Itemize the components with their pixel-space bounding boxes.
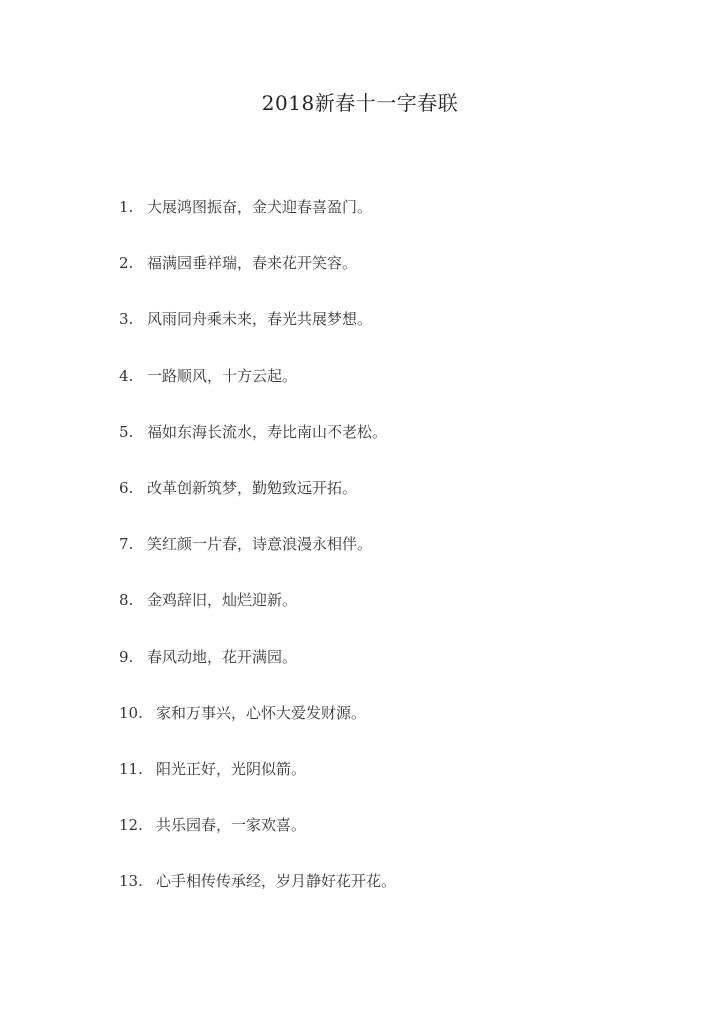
item-text: 大展鸿图振奋，金犬迎春喜盈门。 xyxy=(147,198,373,216)
item-number: 10. xyxy=(119,703,143,722)
item-text: 阳光正好，光阴似箭。 xyxy=(156,759,307,778)
item-text: 共乐园春，一家欢喜。 xyxy=(156,816,307,835)
list-item xyxy=(119,475,679,531)
item-number: 5. xyxy=(119,422,134,441)
item-number: 6. xyxy=(119,478,134,497)
list-item xyxy=(119,250,679,306)
list-item xyxy=(119,868,679,924)
list-item xyxy=(119,531,679,587)
item-text: 家和万事兴，心怀大爱发财源。 xyxy=(156,703,367,722)
item-number: 1. xyxy=(119,198,134,216)
item-number: 7. xyxy=(119,535,134,554)
item-text: 心手相传传承经，岁月静好花开花。 xyxy=(156,872,397,891)
list-item xyxy=(119,363,679,419)
item-number: 4. xyxy=(119,366,134,385)
item-number: 11. xyxy=(119,759,143,778)
list-item xyxy=(119,812,679,868)
item-number: 8. xyxy=(119,591,134,610)
list-item xyxy=(119,419,679,475)
list-item xyxy=(119,700,679,756)
item-text: 春风动地，花开满园。 xyxy=(147,647,298,666)
item-text: 笑红颜一片春，诗意浪漫永相伴。 xyxy=(147,535,373,554)
couplet-list xyxy=(119,194,679,924)
item-text: 改革创新筑梦，勤勉致远开拓。 xyxy=(147,478,358,497)
item-text: 金鸡辞旧，灿烂迎新。 xyxy=(147,591,298,610)
list-item xyxy=(119,756,679,812)
list-item xyxy=(119,587,679,643)
list-item xyxy=(119,306,679,362)
item-text: 福如东海长流水，寿比南山不老松。 xyxy=(147,422,388,441)
item-text: 福满园垂祥瑞，春来花开笑容。 xyxy=(147,254,358,273)
list-item xyxy=(119,644,679,700)
document-title: 2018新春十一字春联 xyxy=(261,91,459,115)
item-text: 一路顺风，十方云起。 xyxy=(147,366,298,385)
item-number: 3. xyxy=(119,310,134,329)
item-text: 风雨同舟乘未来，春光共展梦想。 xyxy=(147,310,373,329)
item-number: 12. xyxy=(119,816,143,835)
list-item xyxy=(119,194,679,250)
item-number: 13. xyxy=(119,872,143,891)
item-number: 9. xyxy=(119,647,134,666)
item-number: 2. xyxy=(119,254,134,273)
